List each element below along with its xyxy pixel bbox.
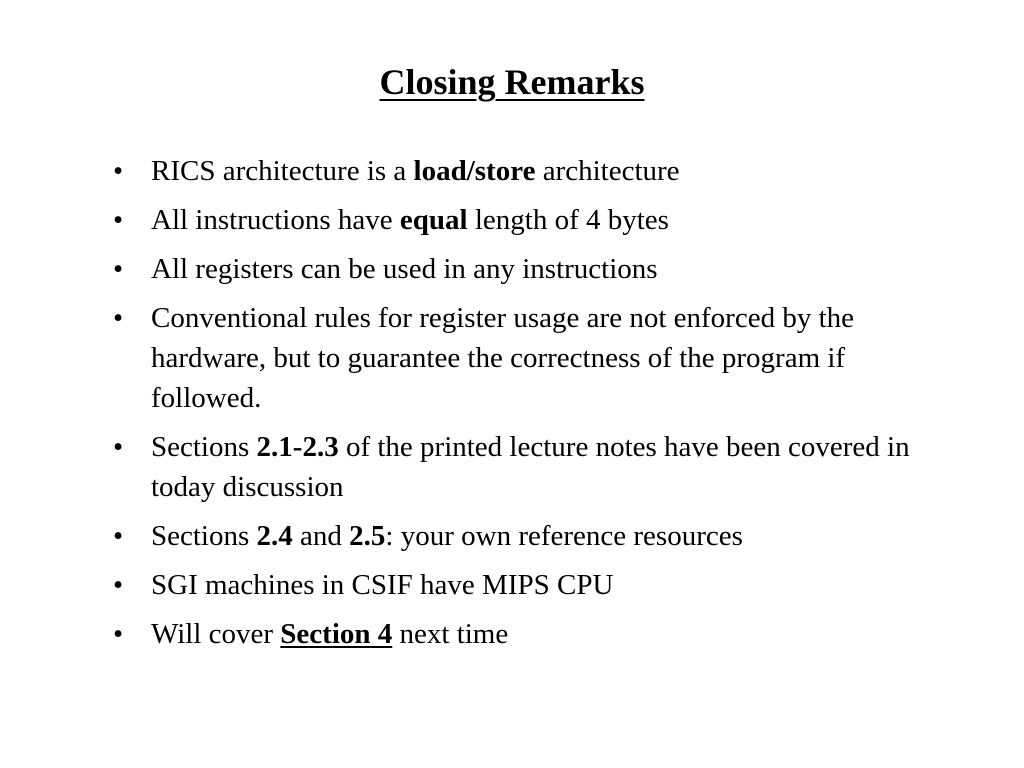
bullet-text <box>151 155 680 187</box>
bullet-segment: : your own reference resources <box>385 520 743 552</box>
bullet-dot-icon: • <box>113 155 124 187</box>
bullet-item <box>110 516 940 556</box>
bullet-segment: next time <box>392 618 509 650</box>
bullet-emphasis: 2.1-2.3 <box>256 431 339 463</box>
bullet-emphasis: 2.4 <box>256 520 293 552</box>
bullet-text <box>151 302 854 414</box>
bullet-segment: length of 4 bytes <box>467 204 669 236</box>
bullet-dot-icon: • <box>113 204 124 236</box>
bullet-dot-icon: • <box>113 431 124 463</box>
bullet-text <box>151 618 508 650</box>
slide-title-text: Closing Remarks <box>379 62 645 102</box>
bullet-list <box>110 151 940 663</box>
bullet-dot-icon: • <box>113 253 124 285</box>
bullet-dot-icon: • <box>113 618 124 650</box>
bullet-segment: of the printed lecture notes have been covered in today discussion <box>151 431 910 503</box>
bullet-item <box>110 614 940 654</box>
bullet-segment: All instructions have <box>151 204 400 236</box>
bullet-item <box>110 565 940 605</box>
bullet-item <box>110 298 940 418</box>
bullet-text <box>151 569 613 601</box>
bullet-text <box>151 431 910 503</box>
bullet-item <box>110 249 940 289</box>
bullet-emphasis: Section 4 <box>280 618 393 650</box>
bullet-item <box>110 200 940 240</box>
bullet-segment: Sections <box>151 520 257 552</box>
bullet-segment: SGI machines in CSIF have MIPS CPU <box>151 569 614 601</box>
bullet-segment: architecture <box>535 155 680 187</box>
bullet-item <box>110 151 940 191</box>
bullet-text <box>151 520 743 552</box>
bullet-emphasis: 2.5 <box>349 520 386 552</box>
bullet-segment: Will cover <box>151 618 281 650</box>
bullet-text <box>151 253 658 285</box>
bullet-dot-icon: • <box>113 520 124 552</box>
bullet-item <box>110 427 940 507</box>
bullet-segment: RICS architecture is a <box>151 155 414 187</box>
bullet-emphasis: equal <box>399 204 468 236</box>
bullet-segment: and <box>292 520 350 552</box>
bullet-dot-icon: • <box>113 302 124 334</box>
bullet-segment: Sections <box>151 431 257 463</box>
bullet-text <box>151 204 669 236</box>
bullet-emphasis: load/store <box>413 155 536 187</box>
slide-title <box>0 58 1024 106</box>
bullet-dot-icon: • <box>113 569 124 601</box>
bullet-segment: All registers can be used in any instructions <box>151 253 658 285</box>
bullet-segment: Conventional rules for register usage are not enforced by the hardware, but to guarantee the correctness of the program if followed. <box>151 302 854 414</box>
